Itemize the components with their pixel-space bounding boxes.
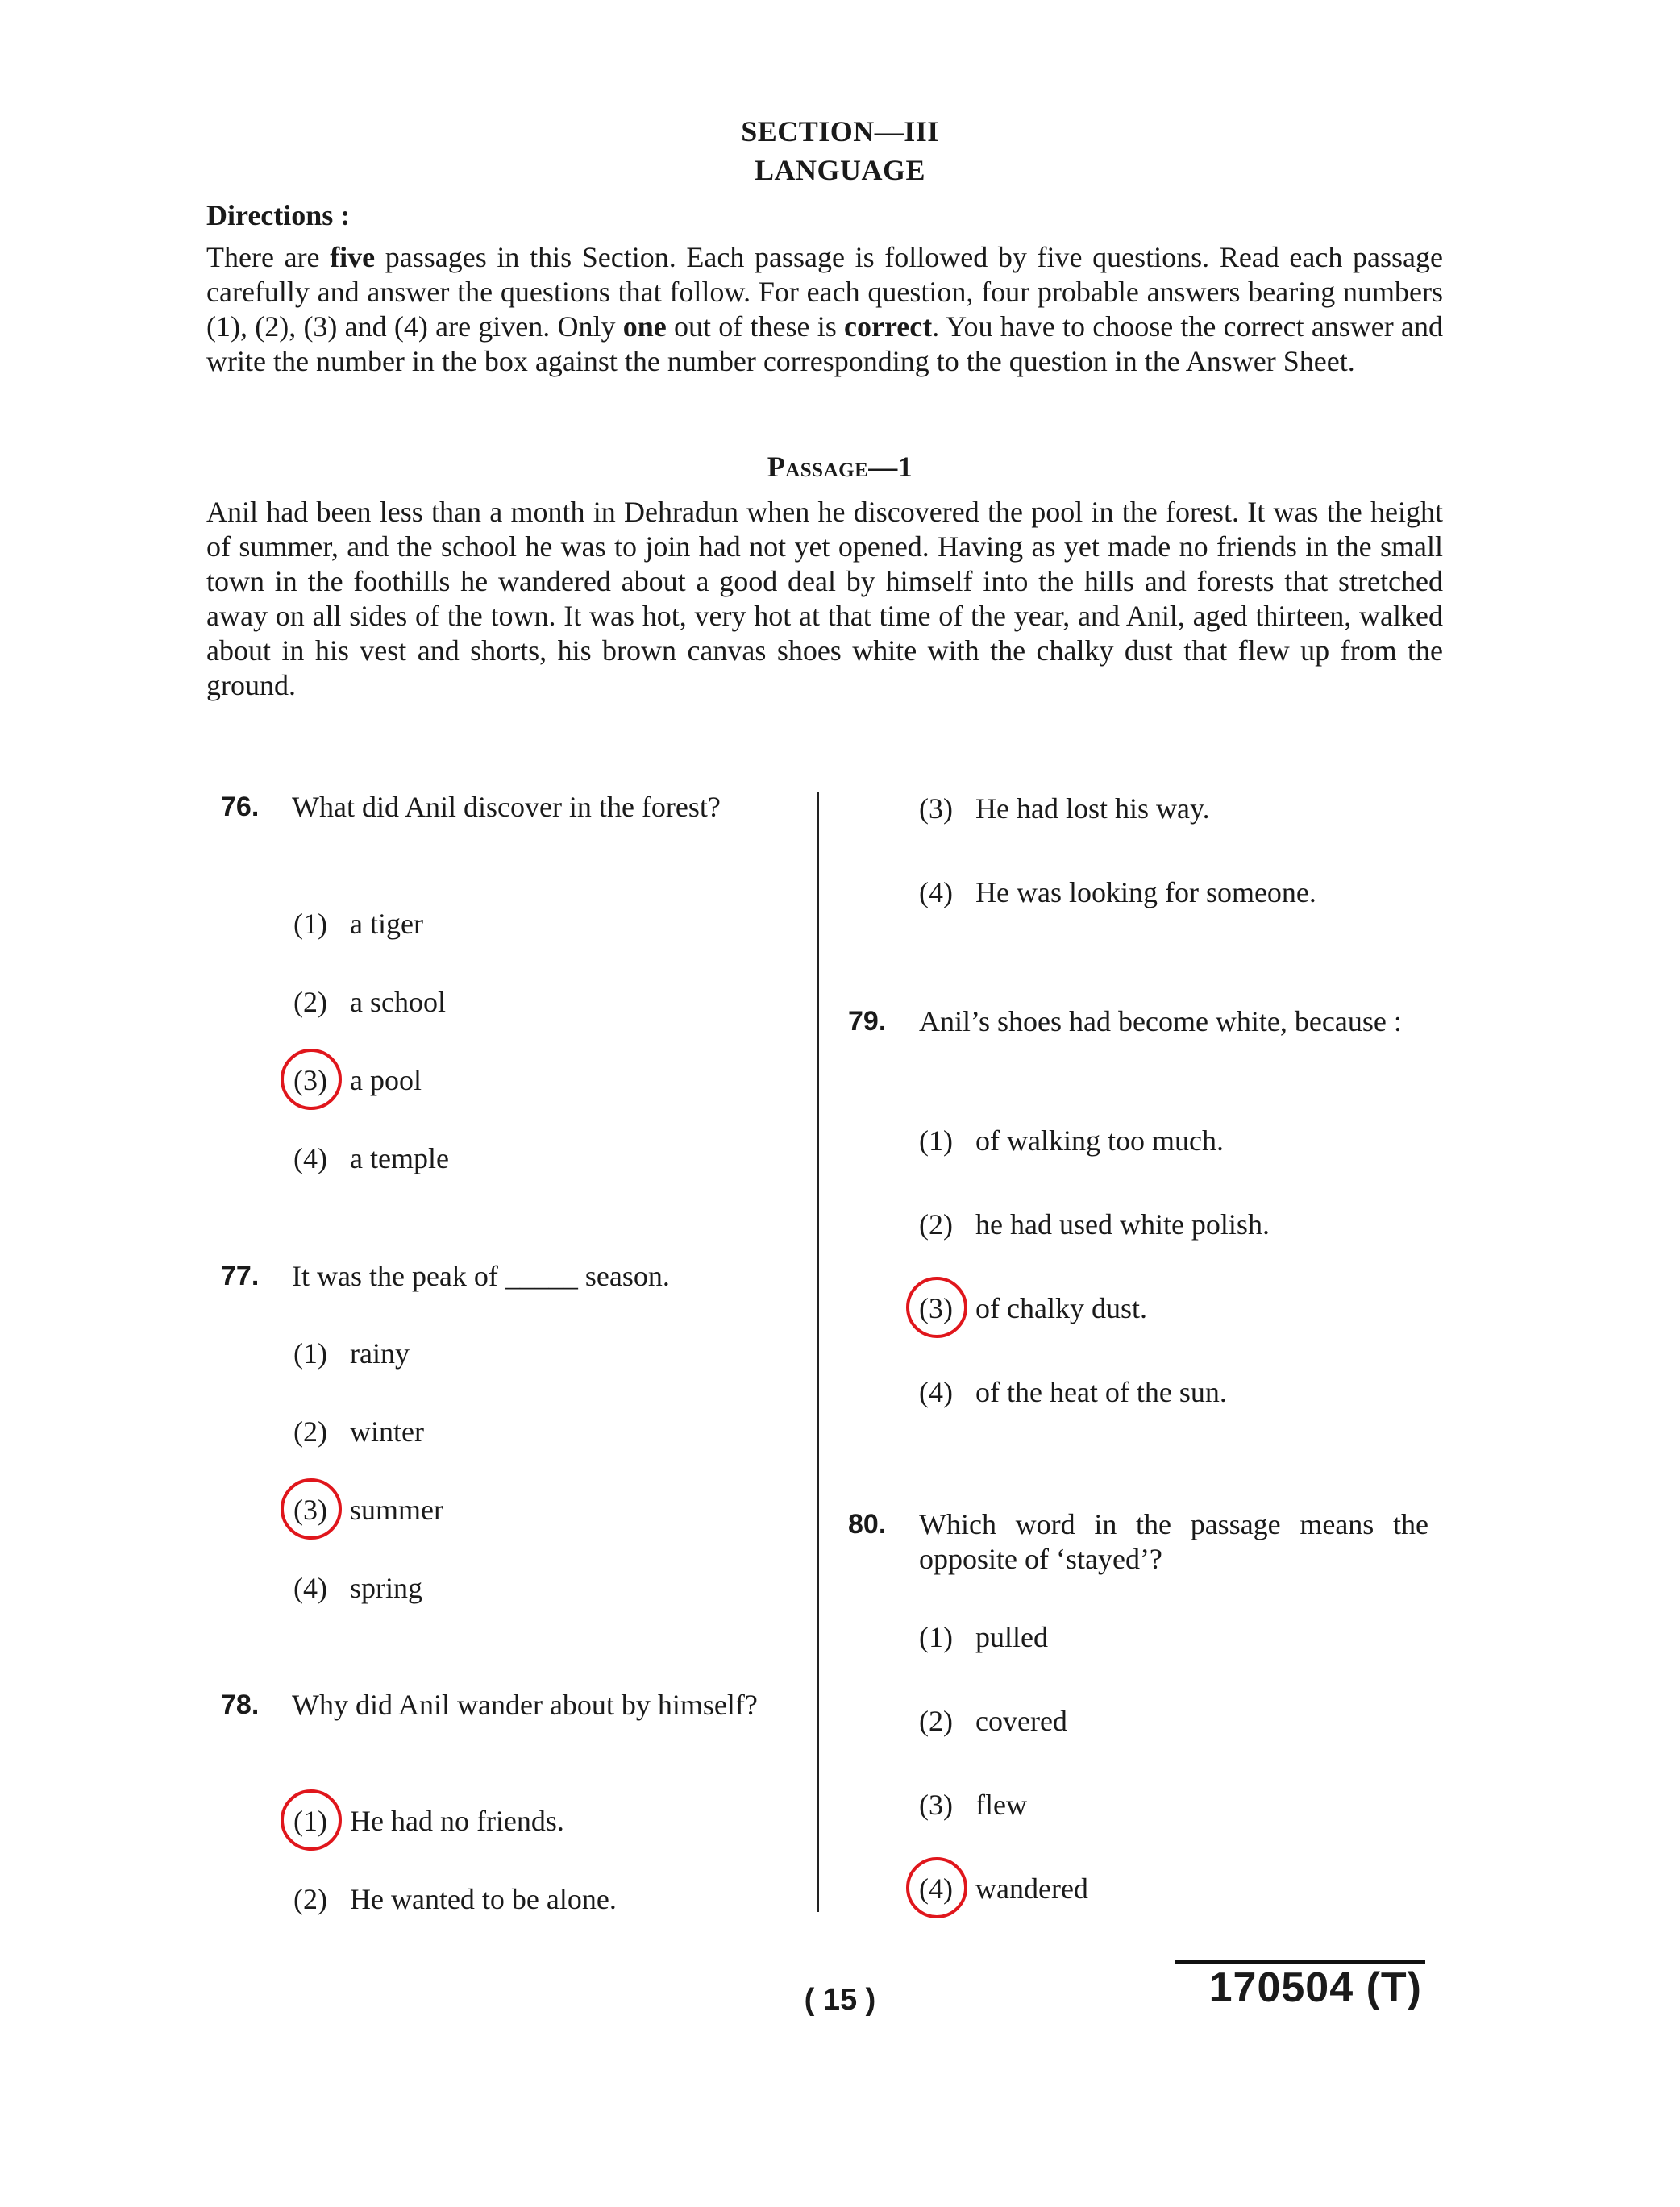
option-77-3[interactable]: (3) summer	[293, 1493, 443, 1527]
option-77-4[interactable]: (4) spring	[293, 1572, 422, 1604]
option-76-1[interactable]: (1) a tiger	[293, 908, 423, 940]
question-text: Which word in the passage means the opposite of ‘stayed’?	[919, 1508, 1428, 1575]
question-text: Anil’s shoes had become white, because :	[919, 1005, 1402, 1037]
passage-title: Passage—1	[767, 451, 913, 483]
answer-circle-mark	[281, 1789, 342, 1851]
page-number: ( 15 )	[804, 1983, 876, 2017]
question-number: 78.	[221, 1690, 260, 1720]
answer-circle-mark	[906, 1857, 967, 1918]
question-text: It was the peak of _____ season.	[292, 1260, 670, 1292]
option-78-4[interactable]: (4) He was looking for someone.	[919, 876, 1316, 908]
option-79-2[interactable]: (2) he had used white polish.	[919, 1208, 1270, 1241]
option-77-1[interactable]: (1) rainy	[293, 1337, 410, 1370]
section-title: SECTION—III	[741, 115, 939, 148]
question-text: Why did Anil wander about by himself?	[292, 1689, 758, 1721]
option-78-1[interactable]: (1) He had no friends.	[293, 1804, 564, 1839]
answer-circle-mark	[281, 1478, 342, 1540]
question-number: 80.	[848, 1509, 887, 1540]
question-number: 77.	[221, 1261, 260, 1291]
section-subtitle: LANGUAGE	[754, 154, 926, 186]
option-79-4[interactable]: (4) of the heat of the sun.	[919, 1376, 1227, 1408]
paper-code: 170504 (T)	[1208, 1964, 1422, 2011]
option-80-2[interactable]: (2) covered	[919, 1705, 1067, 1737]
option-76-4[interactable]: (4) a temple	[293, 1142, 449, 1174]
option-78-3[interactable]: (3) He had lost his way.	[919, 792, 1210, 825]
passage-text: Anil had been less than a month in Dehradun when he discovered the pool in the forest. It was the height of summer, and the school he was to join had not yet opened. Having as yet made no friends in the small town in the foothills he wandered about a good deal by himself into the hills and forests that stretched away on all sides of the town. It was hot, very hot at that time of the year, and Anil, aged thirteen, walked about in his vest and shorts, his brown canvas shoes white with the chalky dust that flew up from the ground.	[206, 496, 1443, 701]
option-80-1[interactable]: (1) pulled	[919, 1621, 1048, 1653]
option-78-2[interactable]: (2) He wanted to be alone.	[293, 1883, 617, 1915]
option-79-1[interactable]: (1) of walking too much.	[919, 1124, 1224, 1157]
answer-circle-mark	[281, 1049, 342, 1110]
column-divider	[817, 792, 819, 1912]
directions-label: Directions :	[206, 199, 351, 231]
option-80-4[interactable]: (4) wandered	[919, 1872, 1088, 1906]
directions-text: There are five passages in this Section. Each passage is followed by five questions. Read each passage carefully and answer the questions that follow. For each question, four probable answers bearing numbers (1), (2), (3) and (4) are given. Only one out of these is correct. You have to choose the correct answer and write the number in the box against the number corresponding to the question in the Answer Sheet.	[206, 241, 1443, 377]
question-number: 79.	[848, 1006, 887, 1037]
option-76-3[interactable]: (3) a pool	[293, 1063, 422, 1098]
option-80-3[interactable]: (3) flew	[919, 1789, 1027, 1821]
option-79-3[interactable]: (3) of chalky dust.	[919, 1291, 1147, 1326]
question-number: 76.	[221, 792, 260, 822]
option-76-2[interactable]: (2) a school	[293, 986, 446, 1018]
question-text: What did Anil discover in the forest?	[292, 791, 721, 823]
option-77-2[interactable]: (2) winter	[293, 1415, 424, 1448]
answer-circle-mark	[906, 1277, 967, 1338]
